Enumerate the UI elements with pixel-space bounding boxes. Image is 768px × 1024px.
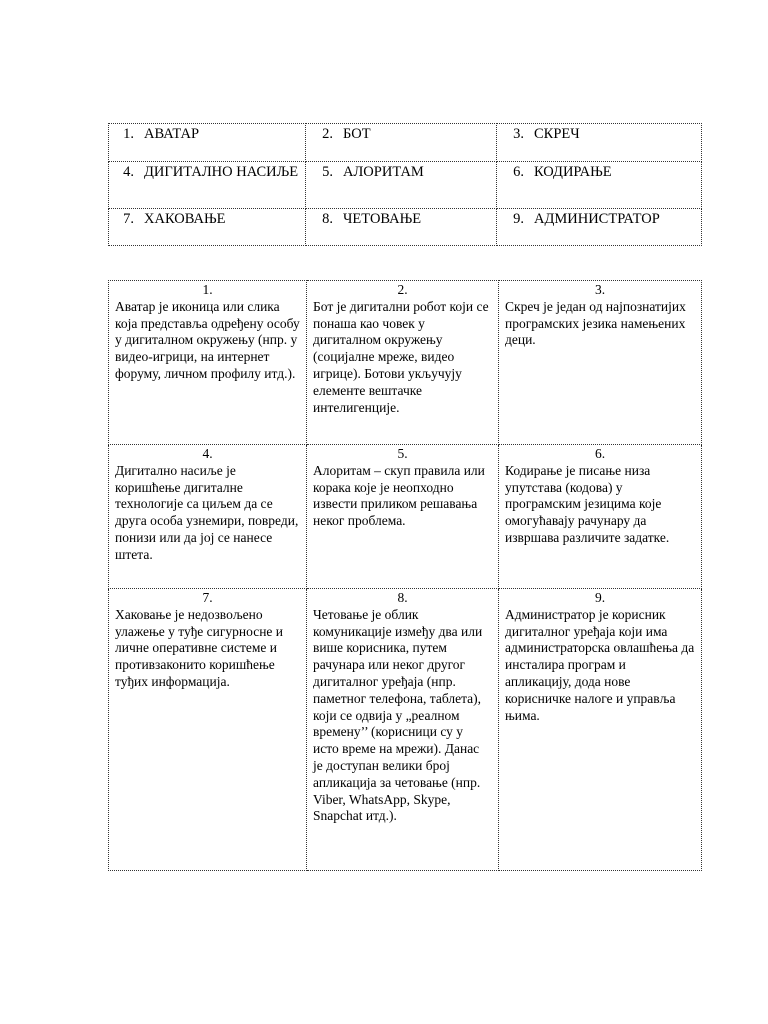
term-number: 3. — [513, 126, 524, 142]
definition-text: Хаковање је недозвољено улажење у туђе сигурносне и личне оперативне системе и противзаконито коришћење туђих информација. — [115, 606, 284, 689]
term-number: 4. — [123, 164, 134, 180]
definition-cell — [307, 589, 499, 871]
term-label: АВАТАР — [144, 126, 200, 142]
term-number: 8. — [322, 211, 333, 227]
definitions-table — [108, 280, 702, 871]
definition-text: Аватар је иконица или слика која представља одређену особу у дигиталном окружењу (нпр. у видео-игрици, на интернет форуму, личном профилу итд.). — [115, 298, 300, 381]
term-number: 2. — [322, 126, 333, 142]
term-number: 6. — [513, 164, 524, 180]
term-label: АДМИНИСТРАТОР — [534, 211, 660, 227]
term-label: ДИГИТАЛНО НАСИЉЕ — [144, 164, 299, 180]
term-number: 7. — [123, 211, 134, 227]
term-cell — [109, 124, 306, 162]
term-number: 1. — [123, 126, 134, 142]
definition-cell — [499, 445, 702, 589]
definition-text: Администратор је корисник дигиталног уређаја који има администраторска овлашћења да инсталира програм и апликацију, дода нове корисничке налоге и управља њима. — [505, 606, 695, 723]
definition-number: 4. — [202, 446, 213, 461]
term-label: СКРЕЧ — [534, 126, 580, 142]
definition-number: 7. — [202, 590, 213, 605]
definition-number: 1. — [202, 282, 213, 297]
definition-number: 3. — [594, 282, 606, 297]
definition-number: 5. — [397, 446, 408, 461]
term-label: ЧЕТОВАЊЕ — [343, 211, 422, 227]
definition-cell — [109, 445, 307, 589]
terms-table — [108, 123, 702, 246]
term-cell — [109, 209, 306, 246]
definition-number: 9. — [594, 590, 606, 605]
term-cell — [306, 162, 497, 209]
term-number: 5. — [322, 164, 333, 180]
definition-text: Кодирање је писање низа упутстава (кодова) у програмским језицима које омогућавају рачунару да извршава различите задатке. — [505, 462, 670, 545]
term-cell — [306, 209, 497, 246]
definition-text: Четовање је облик комуникације између два или више корисника, путем рачунара или неког другог дигиталног уређаја (нпр. паметног телефона, таблета), који се одвија у „реалном времену’’ (корисници су у исто време на мрежи). Данас је доступан велики број апликација за четовање (нпр. Viber, WhatsApp, Skype, Snapchat итд.). — [313, 606, 483, 824]
term-label: ХАКОВАЊЕ — [144, 211, 226, 227]
definition-number: 6. — [594, 446, 606, 461]
definition-text: Дигитално насиље је коришћење дигиталне технологије са циљем да се друга особа узнемири, повреди, понизи или да јој се нанесе штета. — [115, 462, 299, 562]
definition-text: Бот је дигитални робот који се понаша као човек у дигиталном окружењу (социјалне мреже, видео игрице). Ботови укључују елементе вештачке интелигенције. — [313, 298, 489, 415]
term-cell — [109, 162, 306, 209]
definitions-row — [109, 281, 702, 445]
definition-text: Алоритам – скуп правила или корака које је неопходно извести приликом решавања неког проблема. — [313, 462, 485, 529]
term-label: БОТ — [343, 126, 371, 142]
definition-text: Скреч је један од најпознатијих програмских језика намењених деци. — [505, 298, 686, 348]
definition-cell — [307, 445, 499, 589]
definition-number: 8. — [397, 590, 408, 605]
terms-row — [109, 162, 702, 209]
term-cell — [497, 162, 702, 209]
definition-cell — [109, 589, 307, 871]
term-cell — [497, 124, 702, 162]
definition-cell — [109, 281, 307, 445]
definitions-row — [109, 589, 702, 871]
definition-cell — [499, 589, 702, 871]
terms-row — [109, 124, 702, 162]
definition-cell — [499, 281, 702, 445]
term-label: АЛОРИТАМ — [343, 164, 424, 180]
term-number: 9. — [513, 211, 524, 227]
definition-cell — [307, 281, 499, 445]
term-cell — [497, 209, 702, 246]
term-cell — [306, 124, 497, 162]
term-label: КОДИРАЊЕ — [534, 164, 612, 180]
definitions-row — [109, 445, 702, 589]
terms-row — [109, 209, 702, 246]
definition-number: 2. — [397, 282, 408, 297]
